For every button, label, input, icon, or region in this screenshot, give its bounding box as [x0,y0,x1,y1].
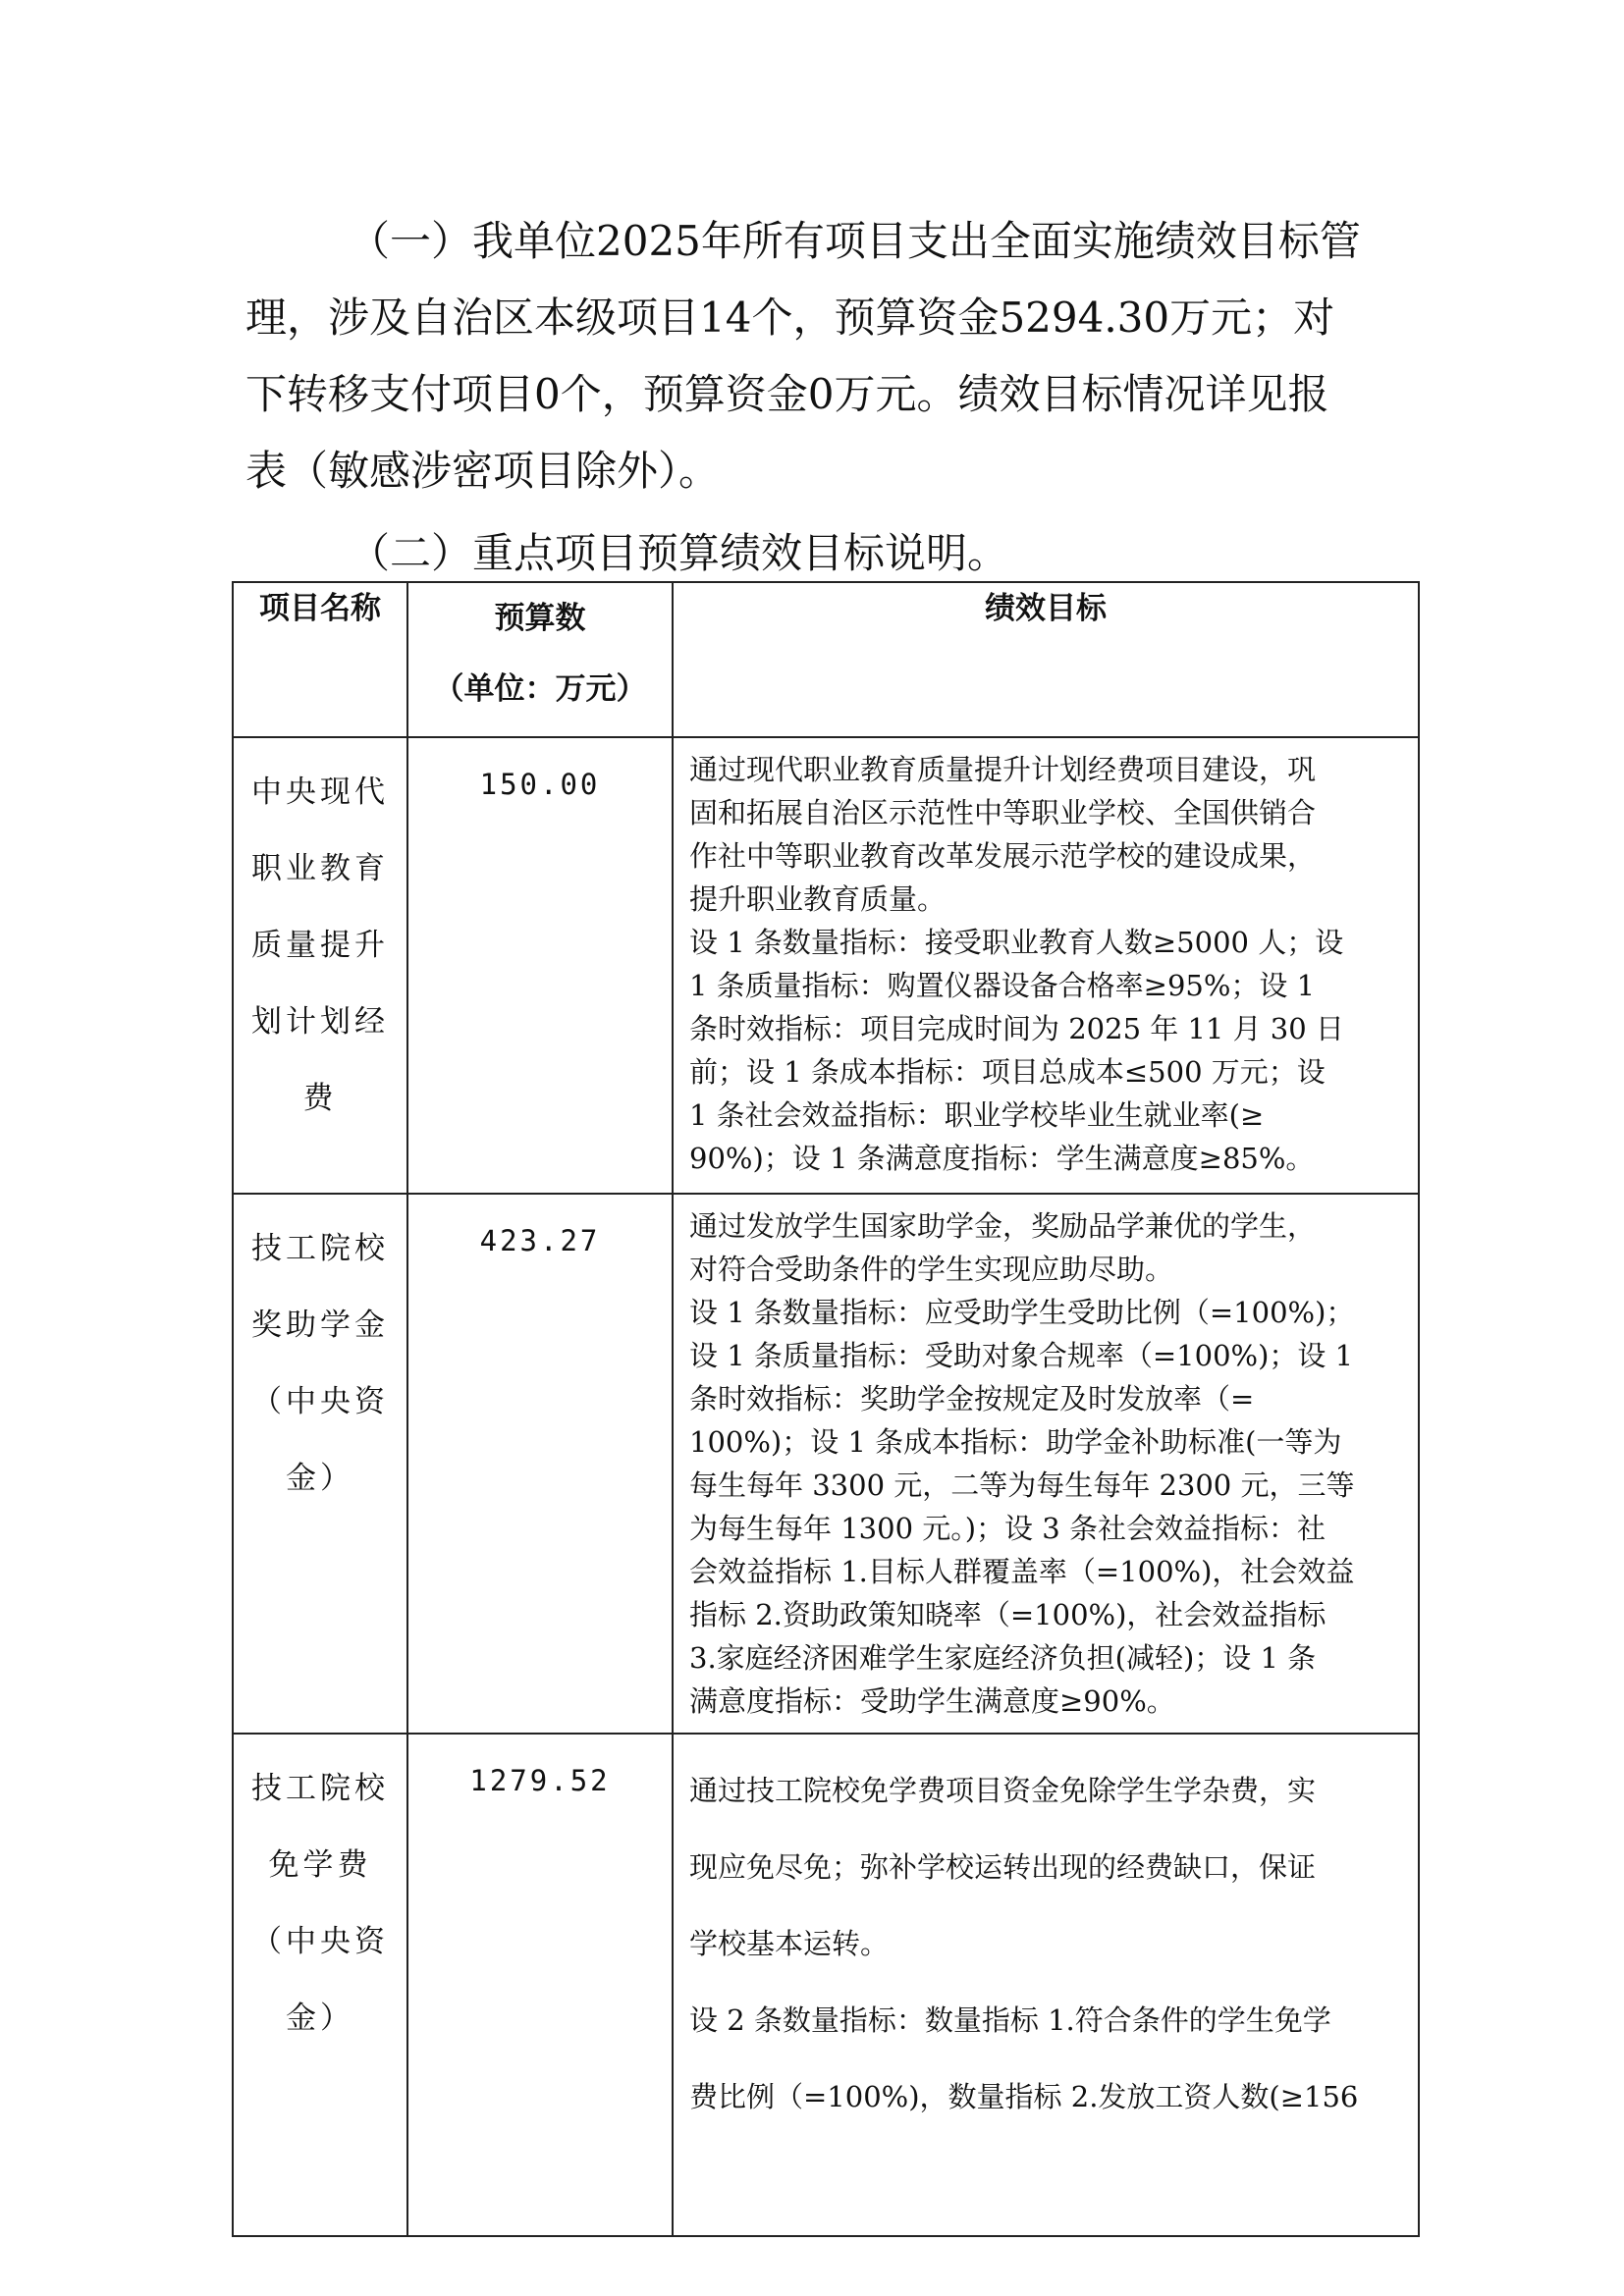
name-line: （中央资 [251,1384,389,1419]
header-project-name: 项目名称 [233,582,407,737]
budget-amount-cell: 1279.52 [407,1734,673,2236]
table-row [233,1194,1419,1734]
table-header-row [233,582,1419,737]
goal-line: 设 1 条质量指标：受助对象合规率（=100%)；设 1 [689,1339,1354,1372]
table-row [233,737,1419,1194]
goal-line: 3.家庭经济困难学生家庭经济负担(减轻)；设 1 条 [689,1641,1317,1675]
name-line: 免学费 [268,1847,372,1883]
goal-line: 固和拓展自治区示范性中等职业学校、全国供销合 [689,796,1317,829]
goal-line: 满意度指标：受助学生满意度≥90%。 [689,1684,1175,1718]
goal-line: 会效益指标 1.目标人群覆盖率（=100%)，社会效益 [689,1555,1355,1588]
goal-line: 每生每年 3300 元，二等为每生每年 2300 元，三等 [689,1468,1355,1502]
goal-line: 对符合受助条件的学生实现应助尽助。 [689,1253,1174,1286]
goal-line: 通过发放学生国家助学金，奖励品学兼优的学生， [689,1209,1317,1243]
name-line: 技工院校 [251,1231,389,1266]
intro-line-2: 理，涉及自治区本级项目14个，预算资金5294.30万元；对 [245,294,1335,342]
goal-line: 设 2 条数量指标：数量指标 1.符合条件的学生免学 [689,2003,1331,2037]
intro-line-1: （一）我单位2025年所有项目支出全面实施绩效目标管 [349,217,1361,265]
goal-line: 费比例（=100%)，数量指标 2.发放工资人数(≥156 [689,2080,1359,2113]
intro-line-4: 表（敏感涉密项目除外）。 [245,447,721,495]
project-name-cell [233,1734,407,2236]
header-budget-title: 预算数 [494,601,586,636]
name-line: 技工院校 [251,1771,389,1806]
section-heading: （二）重点项目预算绩效目标说明。 [349,529,1009,577]
goal-line: 学校基本运转。 [689,1927,890,1960]
name-line: 费 [302,1081,338,1116]
header-budget [407,582,673,737]
project-name-cell [233,1194,407,1734]
goal-line: 条时效指标：奖助学金按规定及时发放率（= [689,1382,1255,1415]
goal-line: 通过技工院校免学费项目资金免除学生学杂费，实 [689,1774,1317,1807]
budget-amount-cell: 150.00 [407,737,673,1194]
performance-goals-table [232,581,1420,2237]
goal-line: 90%)；设 1 条满意度指标：学生满意度≥85%。 [689,1142,1315,1175]
goal-line: 前；设 1 条成本指标：项目总成本≤500 万元；设 [689,1055,1326,1089]
goal-cell [673,737,1419,1194]
name-line: 金） [286,2001,354,2036]
goal-line: 现应免尽免；弥补学校运转出现的经费缺口，保证 [689,1850,1317,1884]
goal-line: 通过现代职业教育质量提升计划经费项目建设，巩 [689,753,1317,786]
intro-paragraph [245,203,1384,509]
goal-line: 设 1 条数量指标：应受助学生受助比例（=100%)； [689,1296,1355,1329]
goal-cell [673,1194,1419,1734]
goal-line: 为每生每年 1300 元。)；设 3 条社会效益指标：社 [689,1512,1326,1545]
goal-line: 指标 2.资助政策知晓率（=100%)，社会效益指标 [689,1598,1326,1631]
name-line: 中央现代 [251,774,389,810]
table-row [233,1734,1419,2236]
name-line: 奖助学金 [251,1308,389,1343]
goal-line: 1 条质量指标：购置仪器设备合格率≥95%；设 1 [689,969,1316,1002]
name-line: 金） [286,1461,354,1496]
name-line: 职业教育 [251,851,389,886]
goal-cell [673,1734,1419,2236]
name-line: （中央资 [251,1924,389,1959]
header-budget-unit: （单位：万元） [433,671,647,707]
goal-line: 100%)；设 1 条成本指标：助学金补助标准(一等为 [689,1425,1342,1459]
intro-line-3: 下转移支付项目0个，预算资金0万元。绩效目标情况详见报 [245,370,1329,418]
goal-line: 1 条社会效益指标：职业学校毕业生就业率(≥ [689,1098,1265,1132]
goal-line: 作社中等职业教育改革发展示范学校的建设成果， [689,839,1317,873]
budget-amount-cell: 423.27 [407,1194,673,1734]
name-line: 质量提升 [251,928,389,963]
name-line: 划计划经 [251,1004,389,1040]
goal-line: 提升职业教育质量。 [689,882,947,916]
project-name-cell [233,737,407,1194]
goal-line: 设 1 条数量指标：接受职业教育人数≥5000 人；设 [689,926,1344,959]
goal-line: 条时效指标：项目完成时间为 2025 年 11 月 30 日 [689,1012,1344,1045]
header-goal: 绩效目标 [673,582,1419,737]
